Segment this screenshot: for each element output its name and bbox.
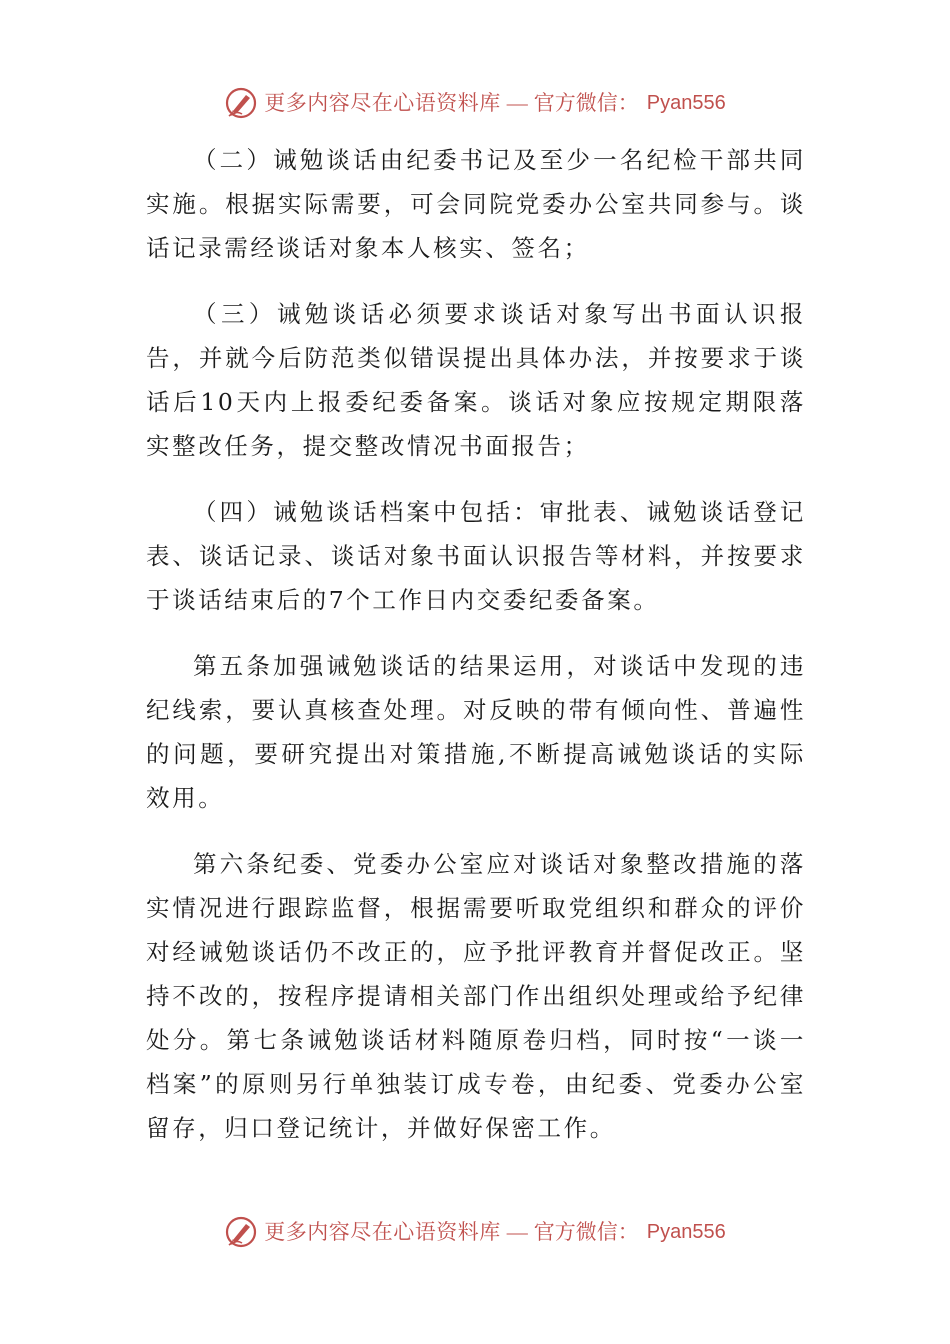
banner-wechat-id: Pyan556 xyxy=(646,92,726,114)
header-banner xyxy=(0,86,950,120)
pen-logo-icon xyxy=(224,1215,258,1249)
banner-separator: — xyxy=(506,1220,528,1244)
pen-logo-icon xyxy=(224,86,258,120)
banner-separator: — xyxy=(506,91,528,115)
paragraph-4: （四）诫勉谈话档案中包括：审批表、诫勉谈话登记表、谈话记录、谈话对象书面认识报告等材料，并按要求于谈话结束后的7个工作日内交委纪委备案。 xyxy=(146,498,806,614)
paragraph-3: （三）诫勉谈话必须要求谈话对象写出书面认识报告，并就今后防范类似错误提出具体办法，并按要求于谈话后10天内上报委纪委备案。谈话对象应按规定期限落实整改任务，提交整改情况书面报告； xyxy=(146,300,806,460)
banner-wechat-id: Pyan556 xyxy=(646,1221,726,1243)
banner-prefix-text: 更多内容尽在心语资料库 xyxy=(264,1220,501,1244)
footer-banner xyxy=(0,1215,950,1249)
banner-prefix-text: 更多内容尽在心语资料库 xyxy=(264,91,501,115)
banner-wechat-label: 官方微信： xyxy=(533,91,639,115)
banner-wechat-label: 官方微信： xyxy=(533,1220,639,1244)
paragraph-2: （二）诫勉谈话由纪委书记及至少一名纪检干部共同实施。根据实际需要，可会同院党委办公室共同参与。谈话记录需经谈话对象本人核实、签名； xyxy=(146,146,806,262)
document-body xyxy=(146,138,806,1172)
article-5: 第五条加强诫勉谈话的结果运用，对谈话中发现的违纪线索，要认真核查处理。对反映的带有倾向性、普遍性的问题，要研究提出对策措施,不断提高诫勉谈话的实际效用。 xyxy=(146,652,806,812)
article-6-7: 第六条纪委、党委办公室应对谈话对象整改措施的落实情况进行跟踪监督，根据需要听取党组织和群众的评价对经诫勉谈话仍不改正的，应予批评教育并督促改正。坚持不改的，按程序提请相关部门作出组织处理或给予纪律处分。第七条诫勉谈话材料随原卷归档，同时按“一谈一档案”的原则另行单独装订成专卷，由纪委、党委办公室留存，归口登记统计，并做好保密工作。 xyxy=(146,850,806,1142)
